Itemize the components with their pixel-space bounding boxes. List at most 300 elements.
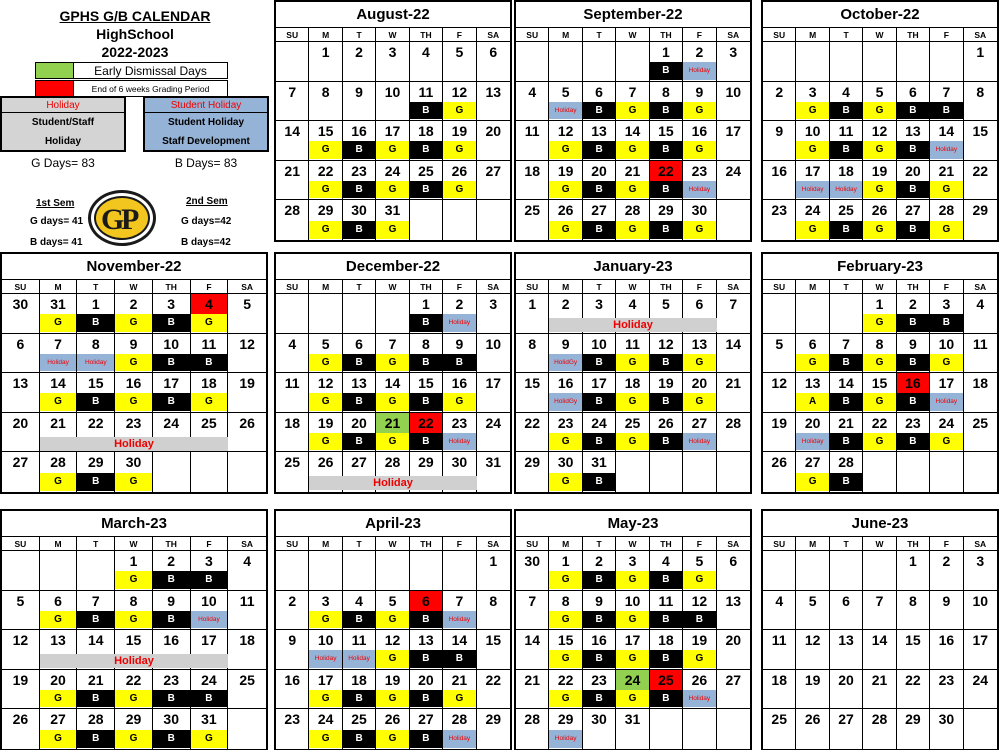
- day-cell: [410, 334, 443, 374]
- day-cell: [830, 630, 863, 670]
- day-cell: [830, 42, 863, 82]
- weekday-label: SU: [276, 28, 309, 41]
- day-cell: [77, 452, 115, 492]
- day-number: 18: [524, 162, 540, 179]
- empty-tag: [376, 571, 408, 588]
- day-number: 15: [658, 123, 674, 140]
- day-cell: [477, 709, 510, 749]
- day-type-tag: B: [583, 181, 615, 198]
- weekday-label: F: [443, 537, 476, 550]
- day-number: 26: [317, 454, 334, 471]
- day-number: 22: [410, 413, 442, 433]
- day-cell: [616, 161, 649, 201]
- day-type-tag: G: [115, 314, 152, 331]
- day-type-tag: B: [343, 393, 375, 410]
- empty-tag: [717, 650, 750, 667]
- day-cell: [516, 161, 549, 201]
- day-number: 24: [804, 202, 821, 219]
- empty-tag: [276, 393, 308, 410]
- month-may-23: [514, 509, 752, 750]
- empty-tag: [343, 102, 375, 119]
- day-number: 16: [771, 162, 787, 179]
- day-number: 11: [239, 592, 255, 609]
- day-cell: [477, 161, 510, 201]
- day-number: 4: [243, 553, 252, 570]
- day-cell: [763, 591, 796, 631]
- day-type-tag: B: [830, 102, 862, 119]
- day-type-tag: B: [583, 354, 615, 371]
- weekday-label: F: [930, 280, 963, 293]
- student-holiday-tag: Holiday: [309, 650, 341, 667]
- day-number: [897, 42, 929, 62]
- day-number: 23: [451, 414, 468, 431]
- empty-tag: [516, 62, 548, 79]
- day-cell: [191, 373, 229, 413]
- day-number: 16: [938, 632, 955, 649]
- day-cell: [516, 630, 549, 670]
- empty-tag: [964, 730, 997, 748]
- empty-tag: [516, 393, 548, 410]
- day-cell: [964, 413, 997, 453]
- day-type-tag: B: [897, 354, 929, 371]
- day-number: 26: [451, 162, 468, 179]
- day-cell: [115, 373, 153, 413]
- day-type-tag: G: [40, 314, 77, 331]
- empty-tag: [863, 62, 895, 79]
- empty-tag: [276, 62, 308, 79]
- day-cell: [443, 551, 476, 591]
- day-cell: [650, 42, 683, 82]
- empty-tag: [2, 650, 39, 667]
- day-cell: [443, 670, 476, 710]
- day-type-tag: B: [153, 314, 190, 331]
- day-number: 3: [388, 44, 397, 61]
- day-number: 24: [972, 671, 989, 688]
- weekday-header: [2, 537, 266, 551]
- day-number: 2: [167, 553, 176, 570]
- day-type-tag: G: [796, 473, 828, 491]
- day-cell: [410, 121, 443, 161]
- day-type-tag: B: [410, 393, 442, 410]
- day-cell: [583, 373, 616, 413]
- weekday-label: SA: [727, 29, 740, 40]
- student-holiday-key-bot: Staff Development: [162, 135, 250, 147]
- day-number: 1: [528, 296, 537, 313]
- early-dismissal-swatch: [36, 63, 74, 78]
- day-number: [863, 452, 895, 473]
- weekday-label: SA: [974, 538, 987, 549]
- day-number: 24: [485, 414, 502, 431]
- day-number: 10: [163, 335, 179, 352]
- day-cell: [343, 294, 376, 334]
- day-cell: [863, 413, 896, 453]
- day-type-tag: B: [410, 650, 442, 667]
- day-number: 18: [972, 375, 989, 392]
- weekday-label: T: [343, 280, 376, 293]
- day-number: 17: [972, 632, 989, 649]
- day-number: 1: [909, 553, 917, 570]
- student-holiday-tag: Holiday: [443, 433, 475, 450]
- day-cell: [717, 670, 750, 710]
- day-number: 14: [725, 335, 742, 352]
- day-cell: [763, 42, 796, 82]
- day-cell: [516, 200, 549, 240]
- day-number: 21: [838, 414, 854, 431]
- day-cell: [930, 294, 963, 334]
- day-cell: [863, 670, 896, 710]
- day-cell: [77, 591, 115, 631]
- empty-tag: [897, 473, 929, 491]
- day-cell: [477, 670, 510, 710]
- day-type-tag: G: [616, 650, 648, 667]
- day-number: 1: [561, 553, 570, 570]
- day-number: 19: [691, 632, 708, 649]
- empty-tag: [964, 314, 997, 331]
- day-number: [763, 42, 795, 62]
- empty-tag: [863, 690, 895, 707]
- day-number: 16: [125, 375, 142, 392]
- weekday-label: SU: [516, 28, 549, 41]
- day-cell: [830, 121, 863, 161]
- day-type-tag: G: [796, 141, 828, 158]
- day-number: 2: [129, 296, 138, 313]
- day-number: 14: [50, 375, 66, 392]
- day-type-tag: B: [443, 354, 475, 371]
- day-type-tag: G: [549, 571, 581, 588]
- sem2-b-days: B days=42: [181, 237, 231, 248]
- day-number: 12: [239, 335, 255, 352]
- day-cell: [309, 373, 342, 413]
- day-type-tag: G: [549, 433, 581, 450]
- day-number: 23: [557, 414, 574, 431]
- day-cell: [40, 551, 78, 591]
- day-type-tag: G: [191, 393, 228, 410]
- day-cell: [964, 294, 997, 334]
- empty-tag: [276, 611, 308, 628]
- day-type-tag: B: [683, 611, 715, 628]
- day-cell: [650, 670, 683, 710]
- day-cell: [228, 709, 266, 749]
- day-number: 12: [871, 123, 888, 140]
- day-cell: [830, 334, 863, 374]
- day-number: 15: [125, 632, 142, 649]
- day-cell: [77, 373, 115, 413]
- day-cell: [77, 551, 115, 591]
- early-dismissal-label: Early Dismissal Days: [94, 63, 207, 78]
- day-number: 3: [205, 553, 213, 570]
- day-number: 11: [838, 123, 854, 140]
- empty-tag: [2, 393, 39, 410]
- student-holiday-tag: Holiday: [796, 433, 828, 450]
- day-type-tag: G: [549, 141, 581, 158]
- empty-tag: [477, 730, 510, 748]
- empty-tag: [763, 433, 795, 450]
- day-number: 17: [163, 375, 179, 392]
- day-cell: [115, 709, 153, 749]
- day-number: 22: [87, 414, 104, 431]
- day-number: [276, 42, 308, 62]
- day-number: 15: [871, 375, 888, 392]
- day-number: 20: [905, 162, 921, 179]
- day-number: 29: [524, 454, 540, 471]
- day-cell: [717, 709, 750, 749]
- day-type-tag: B: [897, 433, 929, 450]
- day-number: 25: [624, 414, 641, 431]
- day-cell: [683, 670, 716, 710]
- day-cell: [443, 294, 476, 334]
- empty-tag: [796, 650, 828, 667]
- month-grid: [516, 551, 750, 749]
- day-type-tag: G: [549, 650, 581, 667]
- day-cell: [443, 709, 476, 749]
- day-cell: [796, 161, 829, 201]
- day-number: 11: [201, 335, 217, 352]
- day-cell: [228, 373, 266, 413]
- day-number: 29: [317, 202, 334, 219]
- day-number: 29: [87, 454, 104, 471]
- day-type-tag: G: [616, 221, 648, 239]
- day-number: 6: [695, 296, 704, 313]
- empty-tag: [897, 730, 929, 748]
- day-cell: [830, 161, 863, 201]
- day-cell: [309, 413, 342, 453]
- day-number: 2: [355, 44, 363, 61]
- student-holiday-tag: Holiday: [683, 181, 715, 198]
- empty-tag: [717, 141, 750, 158]
- holiday-key-mid: Student/Staff: [31, 117, 95, 128]
- day-cell: [650, 373, 683, 413]
- day-number: [650, 452, 682, 473]
- day-cell: [863, 42, 896, 82]
- day-cell: [40, 334, 78, 374]
- day-cell: [930, 591, 963, 631]
- day-number: 2: [942, 553, 951, 570]
- day-number: [410, 551, 442, 571]
- day-type-tag: B: [583, 393, 615, 410]
- empty-tag: [763, 221, 795, 239]
- weekday-label: TH: [897, 28, 930, 41]
- day-cell: [77, 294, 115, 334]
- empty-tag: [717, 102, 750, 119]
- day-cell: [930, 630, 963, 670]
- day-cell: [796, 334, 829, 374]
- day-number: [228, 709, 266, 730]
- day-number: 6: [54, 592, 62, 609]
- day-number: 8: [528, 335, 537, 352]
- empty-tag: [763, 690, 795, 707]
- day-type-tag: G: [309, 393, 341, 410]
- day-number: 19: [804, 671, 821, 688]
- day-cell: [683, 591, 716, 631]
- day-type-tag: B: [583, 433, 615, 450]
- day-cell: [477, 82, 510, 122]
- day-number: 7: [288, 83, 297, 100]
- day-number: 15: [87, 375, 104, 392]
- day-type-tag: G: [863, 354, 895, 371]
- day-number: 2: [288, 592, 297, 609]
- day-cell: [830, 82, 863, 122]
- day-type-tag: G: [863, 221, 895, 239]
- day-number: 27: [591, 202, 607, 219]
- day-cell: [191, 670, 229, 710]
- empty-tag: [964, 221, 997, 239]
- day-cell: [309, 334, 342, 374]
- day-number: 13: [591, 123, 607, 140]
- day-cell: [228, 591, 266, 631]
- day-number: 20: [804, 414, 821, 431]
- day-cell: [830, 373, 863, 413]
- empty-tag: [276, 314, 308, 331]
- day-cell: [830, 452, 863, 492]
- day-cell: [650, 413, 683, 453]
- empty-tag: [228, 433, 266, 450]
- day-type-tag: B: [830, 473, 862, 491]
- weekday-header: [763, 280, 997, 294]
- empty-tag: [477, 102, 510, 119]
- day-type-tag: B: [410, 690, 442, 707]
- day-type-tag: B: [830, 433, 862, 450]
- day-number: 26: [691, 671, 708, 688]
- day-number: 16: [557, 375, 574, 392]
- day-cell: [897, 630, 930, 670]
- day-type-tag: B: [153, 571, 190, 588]
- day-number: 13: [691, 335, 708, 352]
- day-type-tag: B: [897, 102, 929, 119]
- day-type-tag: G: [683, 354, 715, 371]
- day-type-tag: B: [650, 62, 682, 79]
- day-number: 20: [351, 414, 367, 431]
- day-number: 5: [388, 592, 397, 609]
- weekday-header: [276, 537, 510, 551]
- day-number: 4: [976, 296, 985, 313]
- weekday-header: [516, 537, 750, 551]
- weekday-label: T: [830, 28, 863, 41]
- day-cell: [276, 121, 309, 161]
- day-type-tag: B: [830, 354, 862, 371]
- empty-tag: [717, 181, 750, 198]
- g-days-total: G Days= 83: [31, 156, 95, 170]
- weekday-label: T: [830, 280, 863, 293]
- empty-tag: [964, 473, 997, 491]
- day-cell: [40, 709, 78, 749]
- day-number: 5: [321, 335, 330, 352]
- day-cell: [830, 591, 863, 631]
- day-cell: [410, 161, 443, 201]
- day-number: 13: [12, 375, 29, 392]
- empty-tag: [276, 221, 308, 239]
- student-holiday-tag: Holiday: [77, 354, 114, 371]
- day-number: 25: [771, 711, 787, 728]
- day-cell: [443, 42, 476, 82]
- day-number: 2: [775, 83, 784, 100]
- day-number: 13: [50, 632, 66, 649]
- empty-tag: [516, 102, 548, 119]
- day-number: 12: [317, 375, 334, 392]
- empty-tag: [516, 571, 548, 588]
- day-cell: [763, 294, 796, 334]
- student-holiday-tag: Holiday: [796, 181, 828, 198]
- day-number: 9: [167, 592, 176, 609]
- empty-tag: [717, 221, 750, 239]
- empty-tag: [863, 571, 895, 588]
- day-cell: [516, 709, 549, 749]
- day-number: 28: [524, 711, 540, 728]
- day-cell: [650, 551, 683, 591]
- empty-tag: [228, 650, 266, 667]
- empty-tag: [516, 314, 548, 331]
- day-cell: [616, 413, 649, 453]
- empty-tag: [930, 62, 962, 79]
- weekday-label: T: [77, 537, 115, 550]
- day-type-tag: B: [443, 650, 475, 667]
- day-cell: [930, 200, 963, 240]
- empty-tag: [717, 62, 750, 79]
- day-cell: [443, 334, 476, 374]
- day-number: 3: [942, 296, 951, 313]
- empty-tag: [153, 473, 190, 491]
- month-august-22: [274, 0, 512, 242]
- empty-tag: [228, 690, 266, 707]
- empty-tag: [796, 62, 828, 79]
- day-type-tag: B: [830, 141, 862, 158]
- day-cell: [153, 670, 191, 710]
- day-number: [516, 42, 548, 62]
- day-cell: [583, 670, 616, 710]
- day-cell: [717, 200, 750, 240]
- day-cell: [683, 709, 716, 749]
- day-number: 29: [658, 202, 674, 219]
- day-cell: [717, 161, 750, 201]
- day-cell: [616, 591, 649, 631]
- day-number: 23: [691, 162, 708, 179]
- empty-tag: [683, 730, 715, 748]
- empty-tag: [796, 571, 828, 588]
- day-number: [616, 42, 648, 62]
- empty-tag: [964, 650, 997, 667]
- day-number: 8: [129, 592, 138, 609]
- day-number: 19: [12, 671, 29, 688]
- day-number: 27: [485, 162, 502, 179]
- day-number: 15: [557, 632, 574, 649]
- day-number: 12: [691, 592, 708, 609]
- day-cell: [191, 709, 229, 749]
- sem1-b-days: B days= 41: [30, 237, 83, 248]
- day-cell: [410, 42, 443, 82]
- weekday-label: SA: [727, 538, 740, 549]
- empty-tag: [477, 62, 510, 79]
- empty-tag: [309, 62, 341, 79]
- day-number: 12: [771, 375, 787, 392]
- day-number: 13: [804, 375, 821, 392]
- day-cell: [964, 551, 997, 591]
- day-cell: [830, 709, 863, 749]
- day-type-tag: B: [650, 650, 682, 667]
- day-type-tag: G: [616, 141, 648, 158]
- weekday-label: TH: [650, 280, 683, 293]
- day-number: 29: [905, 711, 921, 728]
- weekday-label: SU: [2, 537, 40, 550]
- student-holiday-tag: Holiday: [443, 611, 475, 628]
- day-number: 17: [591, 375, 607, 392]
- day-cell: [2, 413, 40, 453]
- day-type-tag: G: [616, 102, 648, 119]
- day-type-tag: B: [650, 433, 682, 450]
- day-cell: [343, 591, 376, 631]
- day-number: 15: [317, 123, 334, 140]
- day-number: 28: [284, 202, 300, 219]
- empty-tag: [309, 314, 341, 331]
- holiday-key-bot: Holiday: [44, 135, 82, 147]
